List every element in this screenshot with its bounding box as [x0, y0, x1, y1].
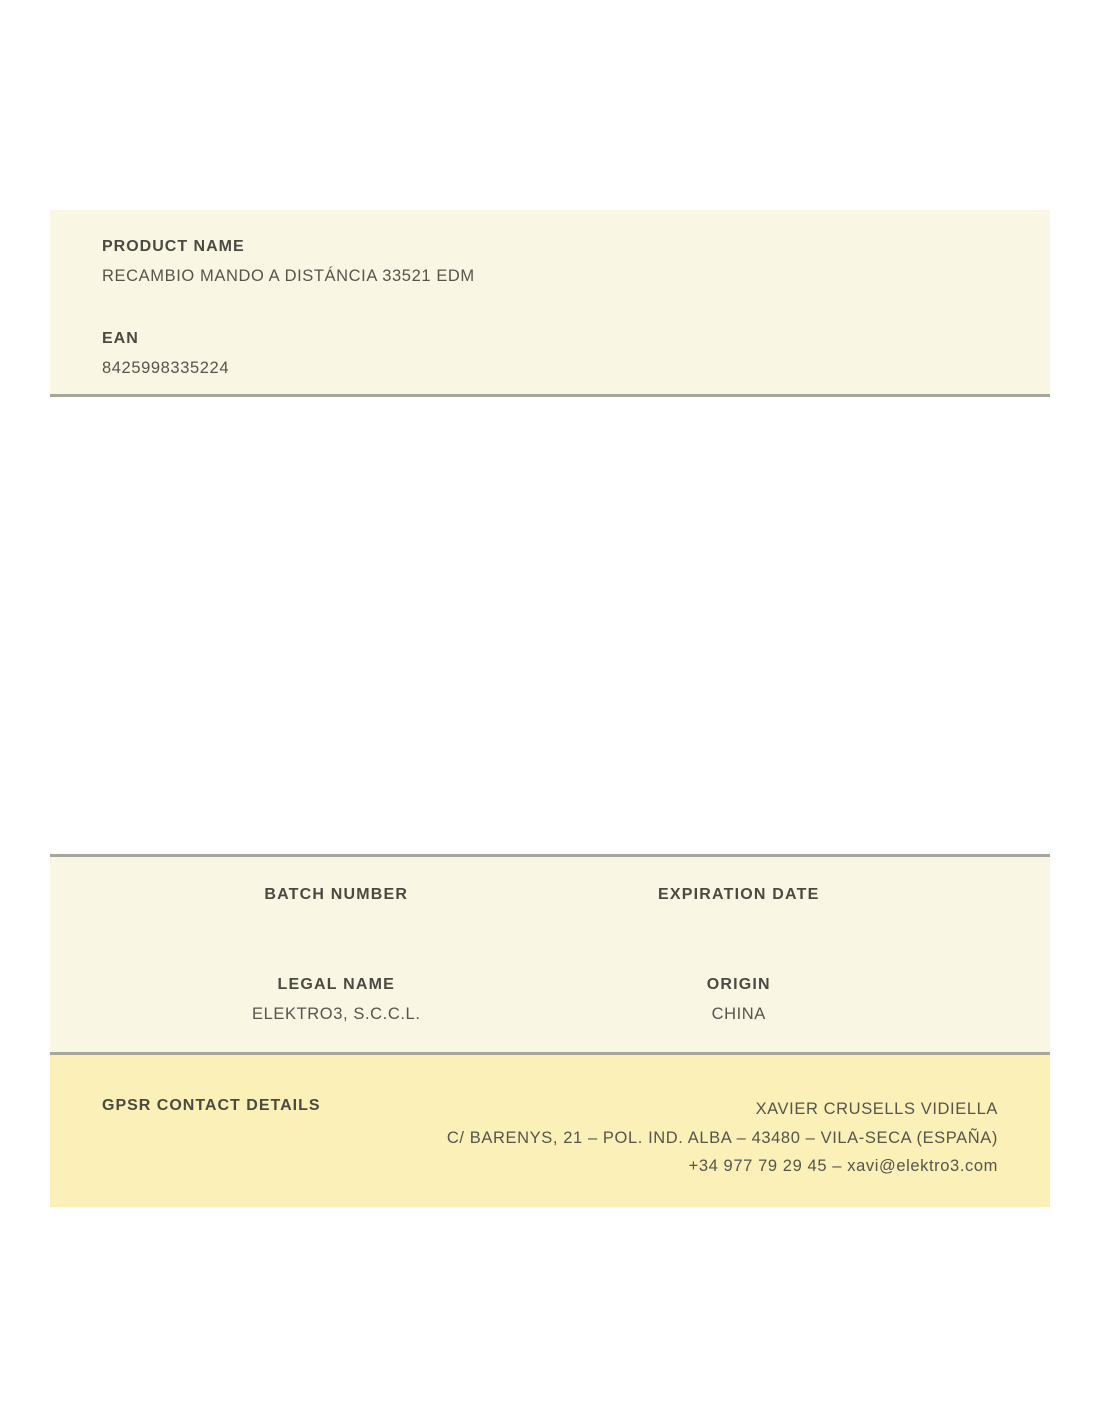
product-name-value: RECAMBIO MANDO A DISTÁNCIA 33521 EDM [102, 267, 475, 285]
origin-value: CHINA [711, 1005, 766, 1023]
product-name-field [102, 236, 998, 287]
gpsr-contact-phone-email: +34 977 79 29 45 – xavi@elektro3.com [688, 1157, 998, 1175]
origin-label: ORIGIN [706, 976, 771, 993]
gpsr-contact-address: C/ BARENYS, 21 – POL. IND. ALBA – 43480 – VILA-SECA (ESPAÑA) [446, 1128, 998, 1147]
gpsr-title: GPSR CONTACT DETAILS [102, 1097, 321, 1114]
batch-number-label: BATCH NUMBER [264, 886, 409, 903]
gpsr-contact-block [447, 1095, 998, 1181]
origin-field [538, 974, 941, 1025]
expiration-field [538, 884, 941, 906]
legal-name-value: ELEKTRO3, S.C.C.L. [251, 1005, 421, 1023]
gpsr-contact-name: XAVIER CRUSELLS VIDIELLA [755, 1100, 998, 1118]
ean-label: EAN [102, 330, 139, 347]
details-panel [50, 854, 1050, 1055]
product-name-label: PRODUCT NAME [102, 238, 245, 255]
product-panel [50, 210, 1050, 397]
ean-value: 8425998335224 [102, 359, 230, 377]
ean-field [102, 328, 998, 379]
details-row-1 [135, 884, 940, 906]
gpsr-panel [50, 1055, 1050, 1207]
legal-name-label: LEGAL NAME [277, 976, 395, 993]
batch-field [135, 884, 538, 906]
legal-name-field [135, 974, 538, 1025]
gpsr-inner [102, 1095, 998, 1181]
details-row-2 [135, 974, 940, 1025]
expiration-date-label: EXPIRATION DATE [658, 886, 820, 903]
